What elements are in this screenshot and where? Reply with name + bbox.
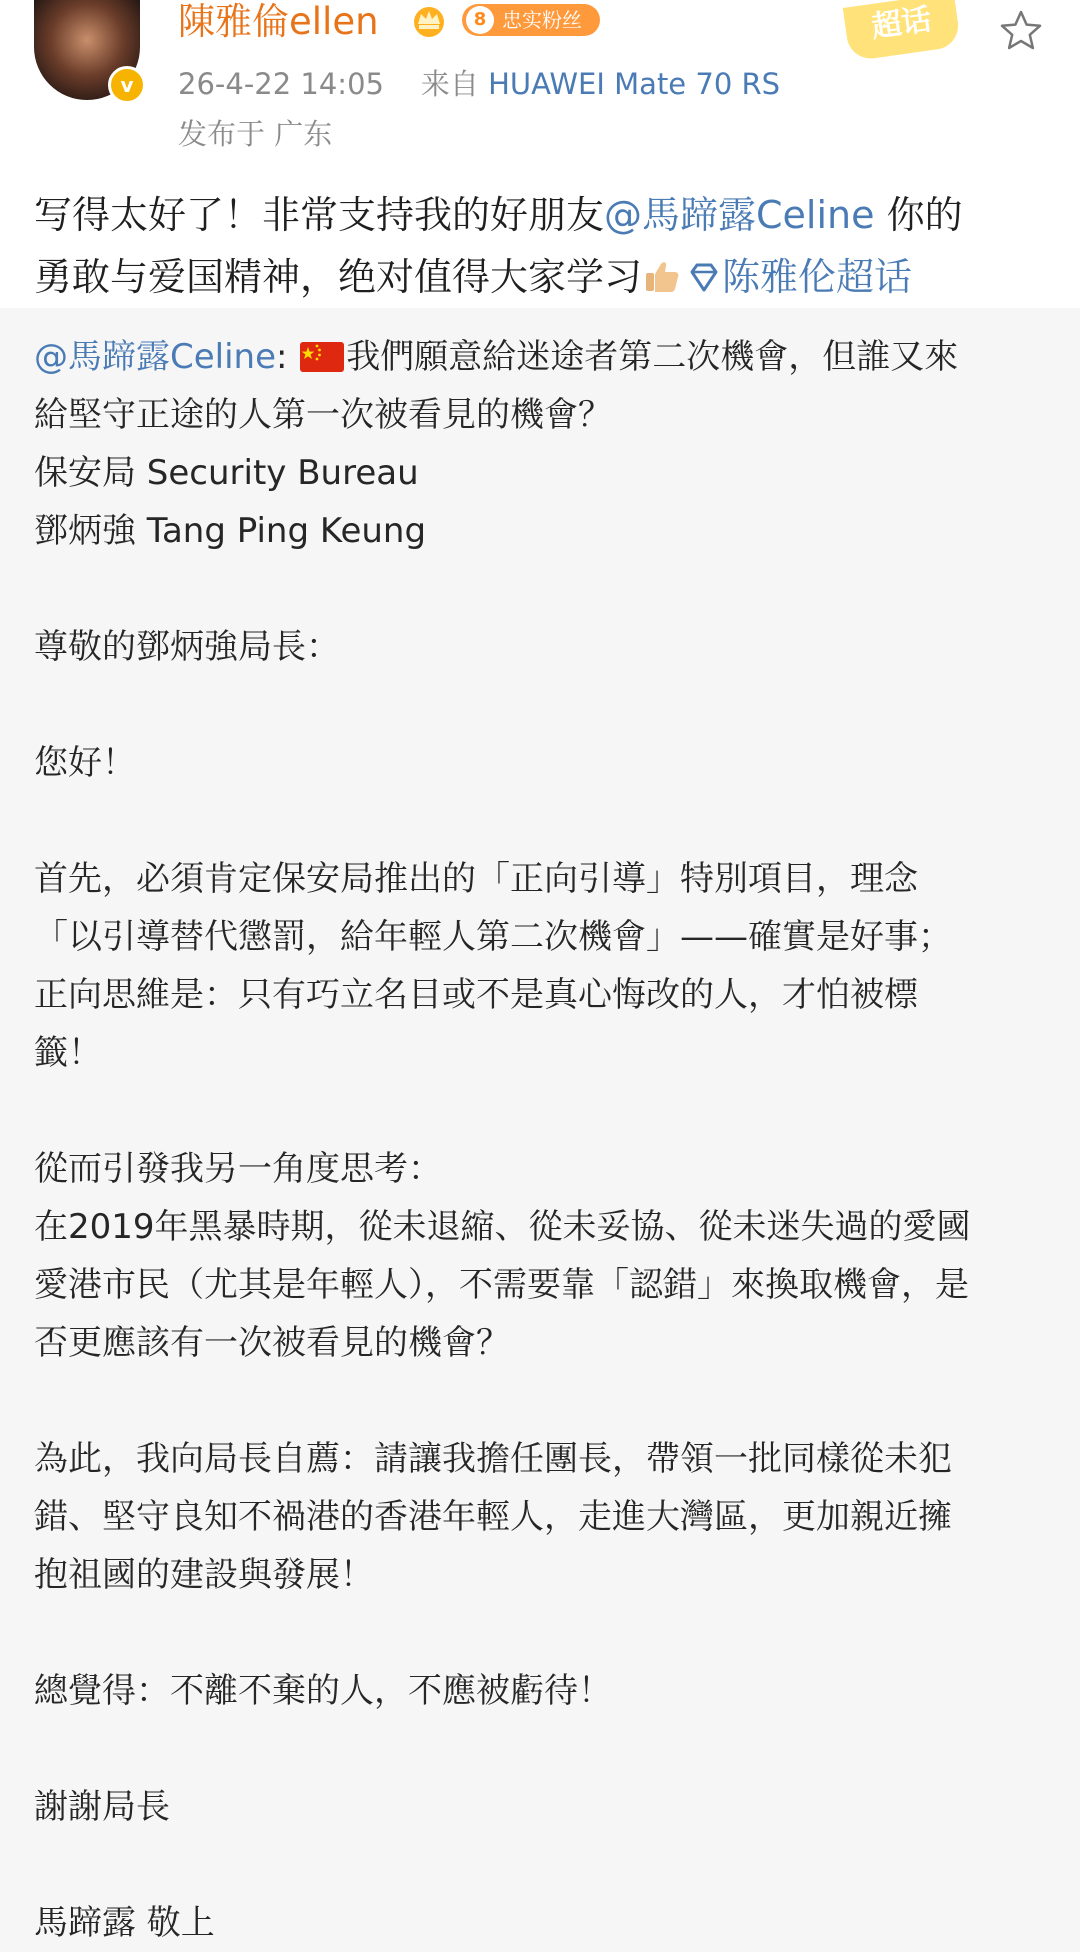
post-text	[34, 184, 1044, 308]
repost-line	[34, 1720, 1054, 1778]
repost-line: 從而引發我另一角度思考：	[34, 1149, 442, 1189]
fan-badge-label: 忠实粉丝	[502, 8, 582, 32]
username[interactable]: 陳雅倫ellen	[178, 0, 379, 43]
repost-line: 總覺得：不離不棄的人，不應被虧待！	[34, 1671, 612, 1711]
repost-line: 馬蹄露 敬上	[34, 1903, 215, 1943]
repost-line	[34, 560, 1054, 618]
repost-line: 保安局 Security Bureau	[34, 453, 419, 493]
post-card	[0, 0, 1080, 308]
post-text-segment: 你的	[874, 193, 963, 237]
repost-line: 鄧炳強 Tang Ping Keung	[34, 511, 427, 551]
repost-line: 抱祖國的建設與發展！	[34, 1555, 374, 1595]
repost-line: 首先，必須肯定保安局推出的「正向引導」特別項目，理念	[34, 859, 918, 899]
device-name[interactable]: HUAWEI Mate 70 RS	[488, 67, 781, 101]
supertopic-tag[interactable]: 超话	[843, 0, 961, 62]
repost-lines	[34, 386, 1054, 1952]
fan-badge[interactable]	[462, 4, 600, 36]
repost-line: 「以引導替代懲罰，給年輕人第二次機會」——確實是好事；	[34, 917, 952, 957]
repost-line: 尊敬的鄧炳強局長：	[34, 627, 340, 667]
repost-line: 籤！	[34, 1033, 102, 1073]
supertopic-diamond-icon	[686, 260, 722, 296]
mention-link[interactable]: @馬蹄露Celine	[604, 193, 875, 237]
repost-line	[34, 792, 1054, 850]
repost-line: 在2019年黑暴時期，從未退縮、從未妥協、從未迷失過的愛國	[34, 1207, 971, 1247]
repost-mention-link[interactable]: @馬蹄露Celine	[34, 337, 277, 377]
repost-line: 給堅守正途的人第一次被看見的機會？	[34, 395, 612, 435]
repost-line	[34, 1836, 1054, 1894]
repost-line: 正向思維是：只有巧立名目或不是真心悔改的人，才怕被標	[34, 975, 918, 1015]
repost-line: @馬蹄露Celine: 我們願意給迷途者第二次機會，但誰又來	[34, 337, 959, 377]
timestamp: 26-4-22 14:05	[178, 67, 384, 101]
thumbs-up-icon	[642, 256, 682, 296]
repost-line: 錯、堅守良知不禍港的香港年輕人，走進大灣區，更加親近擁	[34, 1497, 952, 1537]
repost-line: 謝謝局長	[34, 1787, 170, 1827]
post-meta	[178, 62, 780, 106]
post-text-segment: 写得太好了！非常支持我的好朋友	[34, 193, 605, 237]
source-prefix: 来自	[420, 67, 479, 101]
repost-line	[34, 1604, 1054, 1662]
star-icon[interactable]	[998, 8, 1044, 54]
post-text-segment: 勇敢与爱国精神，绝对值得大家学习	[34, 255, 643, 299]
repost-body	[34, 328, 1054, 1952]
fan-level: 8	[466, 6, 494, 34]
supertopic-link[interactable]: 陈雅伦超话	[722, 255, 913, 299]
repost-line	[34, 676, 1054, 734]
location: 发布于 广东	[178, 117, 333, 151]
verified-badge-icon: v	[108, 66, 146, 104]
repost-line: 愛港市民（尤其是年輕人），不需要靠「認錯」來換取機會，是	[34, 1265, 969, 1305]
repost-line: 為此，我向局長自薦：請讓我擔任團長，帶領一批同樣從未犯	[34, 1439, 952, 1479]
repost-line: 否更應該有一次被看見的機會？	[34, 1323, 510, 1363]
reposted-content[interactable]	[0, 308, 1080, 1943]
repost-line	[34, 1372, 1054, 1430]
crown-icon	[410, 2, 448, 38]
repost-line: 您好！	[34, 743, 136, 783]
repost-text: 我們願意給迷途者第二次機會，但誰又來	[346, 337, 959, 377]
china-flag-icon	[300, 342, 344, 372]
repost-line	[34, 1082, 1054, 1140]
